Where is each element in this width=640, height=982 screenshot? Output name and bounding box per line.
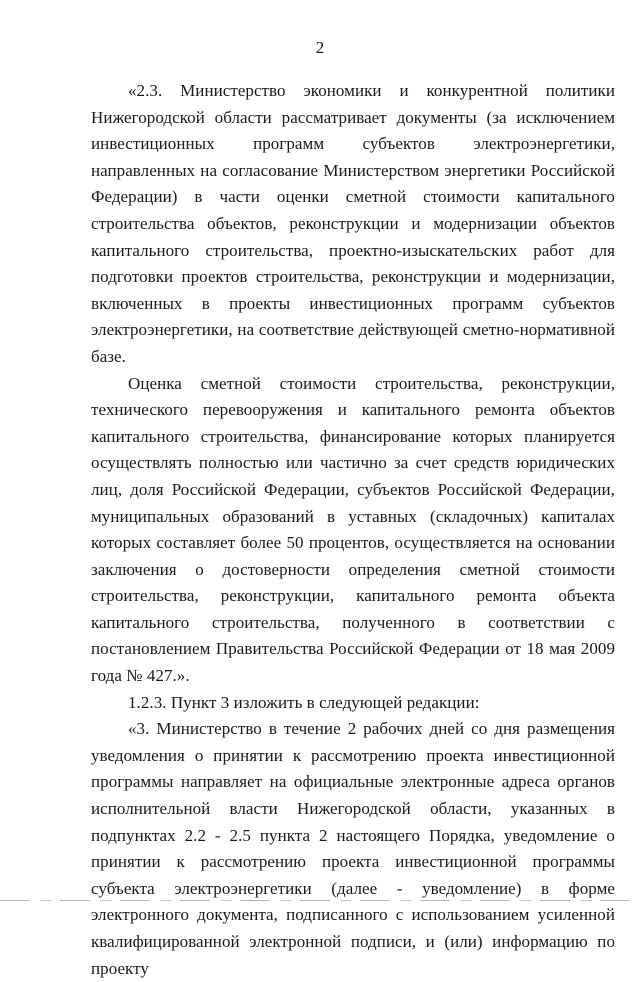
- paragraph-3: «3. Министерство в течение 2 рабочих дней со дня размещения уведомления о принятии к рассмотрению проекта инвестиционной программы направляет на официальные электронные адреса органов исполнительной власти Нижегородской области, указанных в подпунктах 2.2 - 2.5 пункта 2 настоящего Порядка, уведомление о принятии к рассмотрению проекта инвестиционной программы субъекта электроэнергетики (далее - уведомление) в форме электронного документа, подписанного с использованием усиленной квалифицированной электронной подписи, и (или) информацию по проекту: [91, 719, 615, 978]
- scan-edge-line: [0, 900, 640, 901]
- paragraph-1-2-3: 1.2.3. Пункт 3 изложить в следующей редакции:: [128, 692, 480, 712]
- paragraph-2-3: «2.3. Министерство экономики и конкурентной политики Нижегородской области рассматривает документы (за исключением инвестиционных программ субъектов электроэнергетики, направленных на согласование Министерством энергетики Российской Федерации) в части оценки сметной стоимости капитального строительства объектов, реконструкции и модернизации объектов капитального строительства, проектно-изыскательских работ для подготовки проектов строительства, реконструкции и модернизации, включенных в проекты инвестиционных программ субъектов электроэнергетики, на соответствие действующей сметно-нормативной базе.: [91, 81, 615, 366]
- document-body: [91, 78, 615, 982]
- page-number: 2: [315, 38, 325, 57]
- paragraph-estimate: Оценка сметной стоимости строительства, реконструкции, технического перевооружения и капитального ремонта объектов капитального строительства, финансирование которых планируется осуществлять полностью или частично за счет средств юридических лиц, доля Российской Федерации, субъектов Российской Федерации, муниципальных образований в уставных (складочных) капиталах которых составляет более 50 процентов, осуществляется на основании заключения о достоверности определения сметной стоимости строительства, реконструкции, капитального ремонта объекта капитального строительства, полученного в соответствии с постановлением Правительства Российской Федерации от 18 мая 2009 года № 427.».: [91, 373, 615, 686]
